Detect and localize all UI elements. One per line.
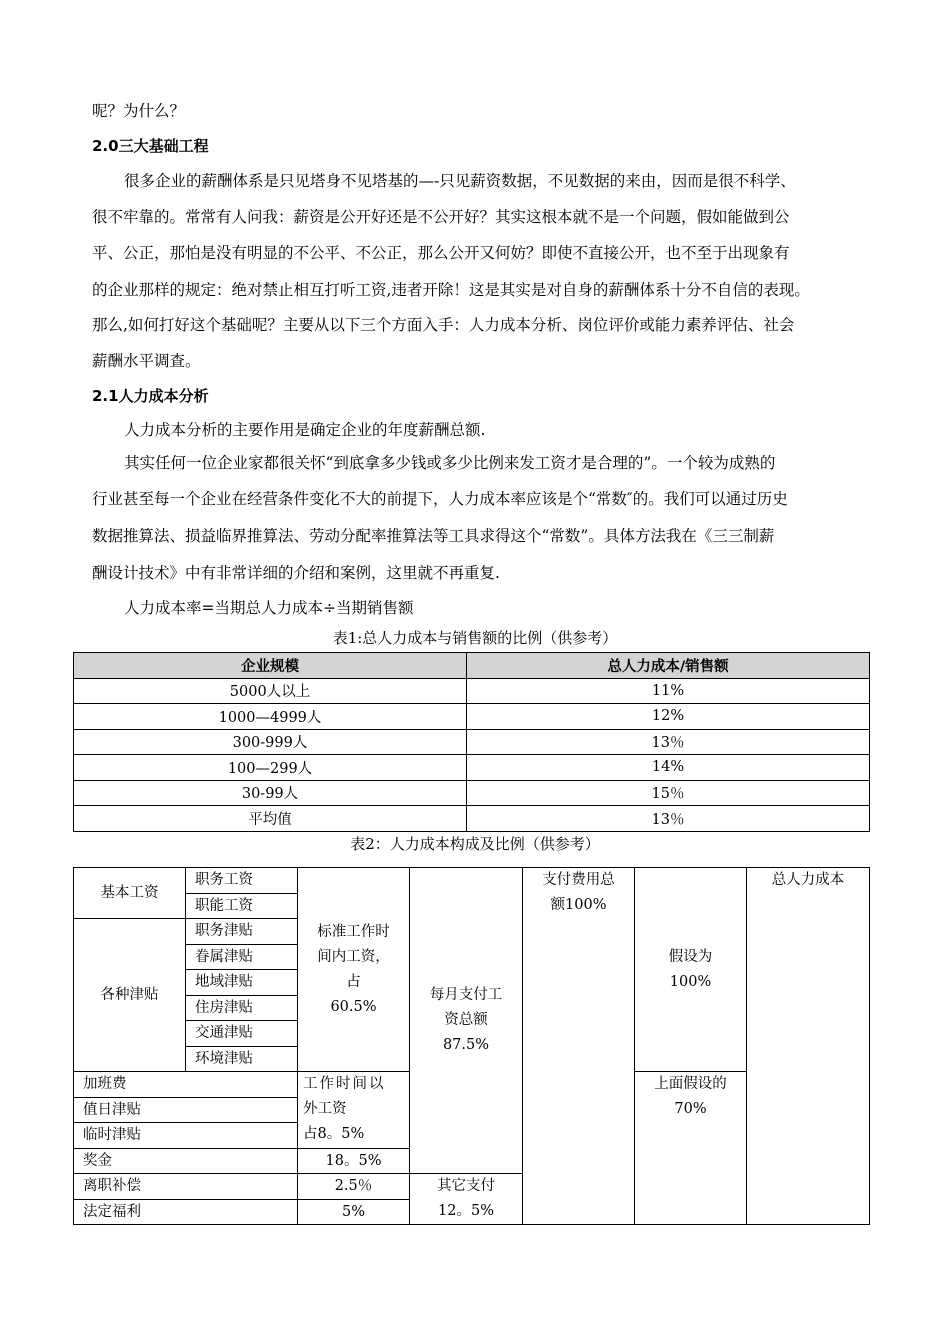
cell-overtime: 加班费: [74, 1072, 298, 1098]
cell-basic-salary: 基本工资: [74, 868, 186, 919]
cell-total-payment: [523, 868, 635, 1225]
standard-line-1: 标准工作时: [317, 923, 390, 940]
other-line-1: 其它支付: [437, 1178, 495, 1194]
cell-allowance-item: 眷属津贴: [186, 944, 298, 970]
table-row: [74, 806, 870, 832]
paragraph-line: 平、公正，那怕是没有明显的不公平、不公正，那么公开又何妨？即使不直接公开，也不至于出现象有: [92, 244, 790, 262]
monthly-line-3: 87.5%: [442, 1037, 490, 1053]
paragraph-line: 薪酬水平调查。: [92, 352, 201, 370]
monthly-line-2: 资总额: [444, 1012, 488, 1028]
formula-line: 人力成本率=当期总人力成本÷当期销售额: [124, 599, 414, 617]
cell-welfare: 法定福利: [74, 1199, 298, 1225]
table1-header-ratio: 总人力成本/销售额: [467, 653, 870, 679]
standard-line-4: 60.5%: [330, 998, 377, 1015]
cell-duty-salary: 职务工资: [186, 868, 298, 894]
assume-line-2: 100%: [669, 973, 712, 990]
table2-caption: 表2：人力成本构成及比例（供参考）: [350, 835, 600, 853]
standard-line-3: 占: [346, 973, 361, 990]
table1: [73, 652, 870, 832]
cell-duty-day: 值日津贴: [74, 1097, 298, 1123]
table-cell: 13％: [467, 729, 870, 755]
cell-outside-salary: [298, 1072, 410, 1149]
above-line-1: 上面假设的: [654, 1076, 727, 1092]
paragraph-line: 的企业那样的规定：绝对禁止相互打听工资,违者开除！这是其实是对自身的薪酬体系十分不自信的表现。: [92, 281, 810, 299]
other-line-2: 12。5%: [438, 1203, 494, 1219]
cell-standard-salary: [298, 868, 410, 1072]
paragraph-line: 数据推算法、损益临界推算法、劳动分配率推算法等工具求得这个“常数”。具体方法我在《三三制薪: [92, 527, 775, 545]
heading-2-0: 2.0三大基础工程: [92, 137, 209, 155]
table-cell: 13％: [467, 806, 870, 832]
cell-assume-100: [635, 868, 747, 1072]
paragraph-continuation: 呢？为什么？: [92, 102, 186, 120]
table1-header-scale: 企业规模: [74, 653, 467, 679]
paragraph-line: 那么,如何打好这个基础呢？主要从以下三个方面入手：人力成本分析、岗位评价或能力素养评估、社会: [92, 316, 795, 334]
table-cell: 100—299人: [74, 755, 467, 781]
cell-above-70: [635, 1072, 747, 1225]
table-cell: 平均值: [74, 806, 467, 832]
table-row: [74, 704, 870, 730]
payment-line-2: 额100%: [550, 897, 607, 913]
outside-line-2: 外工资: [303, 1101, 347, 1118]
table-cell: 1000—4999人: [74, 704, 467, 730]
above-line-2: 70%: [674, 1101, 707, 1117]
table-cell: 11%: [467, 678, 870, 704]
cell-severance: 离职补偿: [74, 1174, 298, 1200]
table-cell: 5000人以上: [74, 678, 467, 704]
cell-bonus: 奖金: [74, 1148, 298, 1174]
assume-line-1: 假设为: [668, 948, 713, 965]
cell-temp-allowance: 临时津贴: [74, 1123, 298, 1149]
cell-monthly-salary: [410, 868, 523, 1174]
table-cell: 12%: [467, 704, 870, 730]
standard-line-2: 间内工资，: [317, 948, 390, 965]
table-cell: 14%: [467, 755, 870, 781]
table-row: [74, 678, 870, 704]
cell-allowance-item: 地域津贴: [186, 970, 298, 996]
cell-bonus-pct: 18。5%: [298, 1148, 410, 1174]
table-cell: 300-999人: [74, 729, 467, 755]
table-row: [74, 755, 870, 781]
cell-allowance-item: 环境津贴: [186, 1046, 298, 1072]
cell-other-payment: [410, 1174, 523, 1225]
cell-allowance-item: 职务津贴: [186, 919, 298, 945]
table-row: [74, 780, 870, 806]
paragraph-line: 很多企业的薪酬体系是只见塔身不见塔基的—-只见薪资数据，不见数据的来由，因而是很不科学、: [124, 172, 796, 190]
table2: [73, 867, 870, 1225]
table1-header-row: [74, 653, 870, 679]
table-cell: 15％: [467, 780, 870, 806]
cell-welfare-pct: 5%: [298, 1199, 410, 1225]
cell-function-salary: 职能工资: [186, 893, 298, 919]
cell-severance-pct: 2.5％: [298, 1174, 410, 1200]
outside-line-1: 工作时间以: [303, 1076, 386, 1093]
outside-line-3: 占8。5%: [303, 1126, 365, 1143]
paragraph-line: 其实任何一位企业家都很关怀“到底拿多少钱或多少比例来发工资才是合理的”。一个较为成熟的: [124, 454, 776, 472]
table1-caption: 表1:总人力成本与销售额的比例（供参考）: [332, 629, 618, 647]
cell-allowances: 各种津贴: [74, 919, 186, 1072]
table-row: [74, 868, 870, 894]
payment-line-1: 支付费用总: [542, 872, 615, 888]
cell-allowance-item: 住房津贴: [186, 995, 298, 1021]
paragraph-line: 酬设计技术》中有非常详细的介绍和案例，这里就不再重复.: [92, 564, 500, 582]
heading-2-1: 2.1人力成本分析: [92, 387, 209, 405]
cell-total-labor-cost: 总人力成本: [747, 868, 870, 1225]
paragraph-line: 行业甚至每一个企业在经营条件变化不大的前提下，人力成本率应该是个“常数″的。我们可以通过历史: [92, 490, 788, 508]
table-row: [74, 729, 870, 755]
cell-allowance-item: 交通津贴: [186, 1021, 298, 1047]
table-cell: 30-99人: [74, 780, 467, 806]
paragraph-line: 很不牢靠的。常常有人问我：薪资是公开好还是不公开好？其实这根本就不是一个问题，假如能做到公: [92, 208, 790, 226]
paragraph-line: 人力成本分析的主要作用是确定企业的年度薪酬总额.: [124, 421, 486, 439]
monthly-line-1: 每月支付工: [429, 987, 503, 1003]
